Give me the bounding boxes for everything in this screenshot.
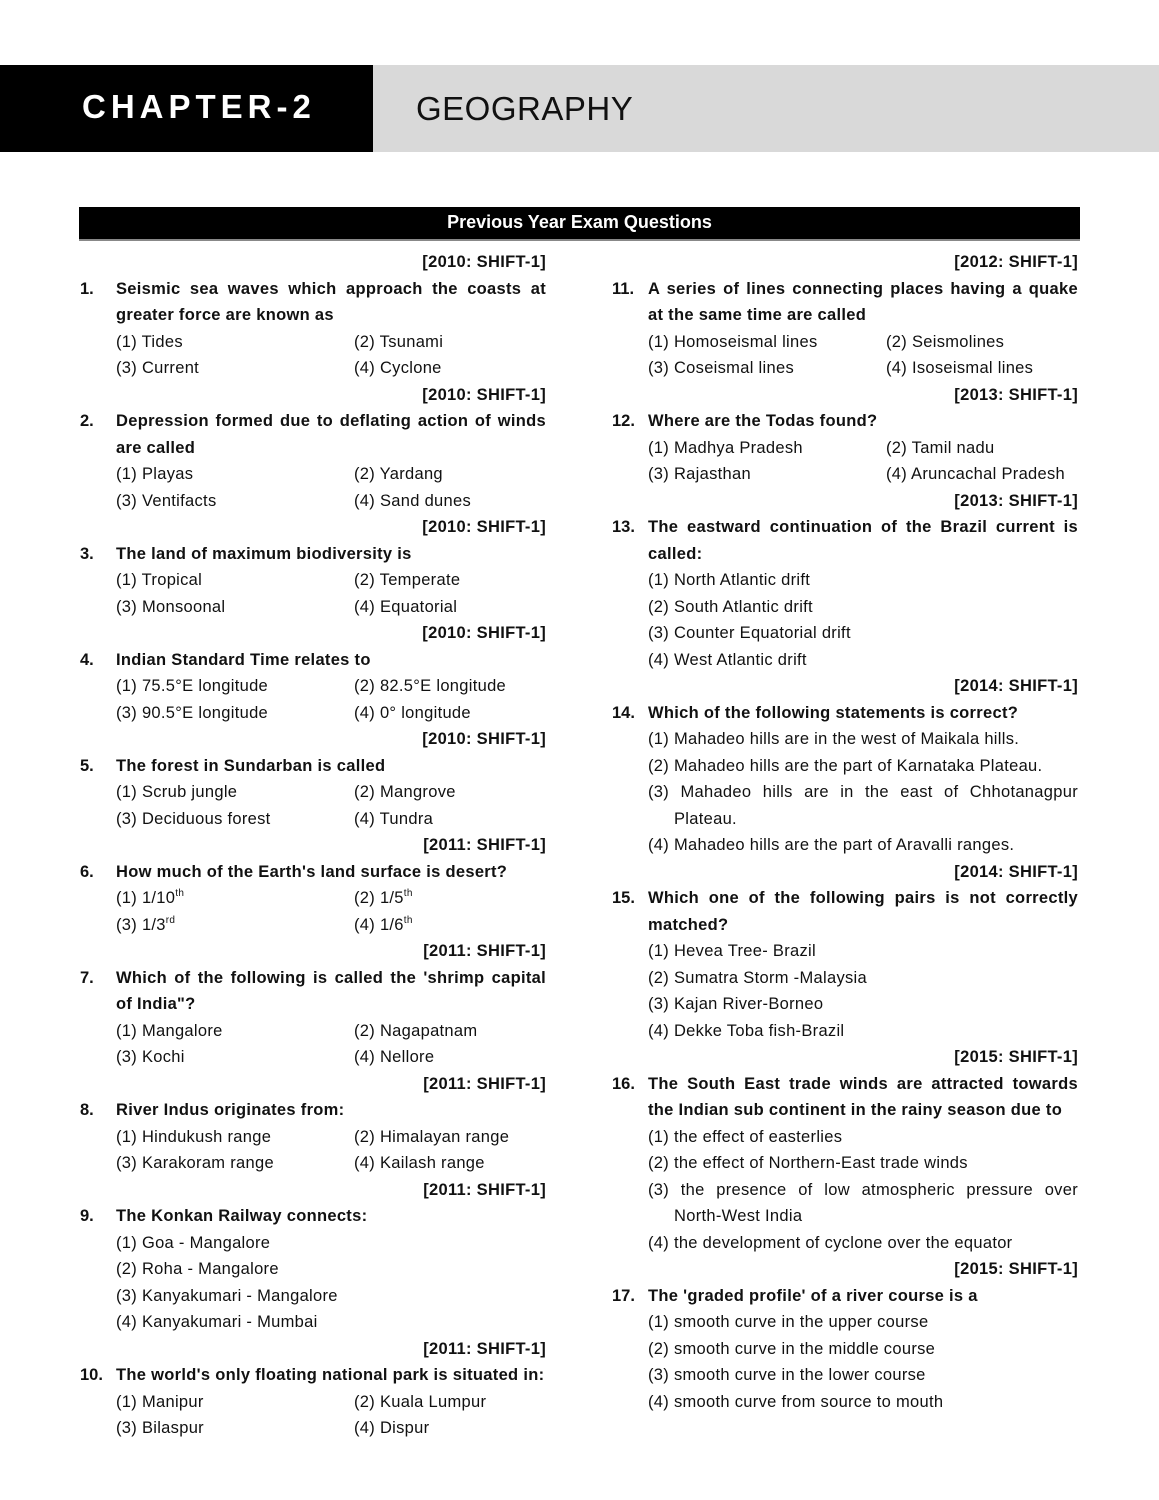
option	[648, 753, 1078, 780]
question-text: The eastward continuation of the Brazil current is called:	[648, 518, 1078, 563]
question-block	[80, 382, 546, 515]
option-text: (2) Tamil nadu	[886, 438, 995, 457]
option-text: (1) the effect of easterlies	[648, 1127, 843, 1146]
exam-tag: [2011: SHIFT-1]	[423, 942, 546, 960]
option-text: (3) Monsoonal	[116, 597, 226, 616]
question-text: Depression formed due to deflating action of winds are called	[116, 412, 546, 457]
option-text: (4) Nellore	[354, 1048, 435, 1066]
options	[612, 329, 1078, 382]
option	[648, 355, 886, 382]
option	[886, 355, 1078, 382]
question-text: The South East trade winds are attracted towards the Indian sub continent in the rainy season due to	[648, 1074, 1078, 1119]
question-block	[612, 1044, 1078, 1256]
option-text: (2) Kuala Lumpur	[354, 1392, 487, 1411]
option-text: (1) Manipur	[116, 1392, 204, 1411]
option	[354, 1044, 546, 1071]
options	[80, 1124, 546, 1177]
question-block	[80, 726, 546, 832]
option-text: (3) Rajasthan	[648, 465, 751, 483]
exam-tag: [2010: SHIFT-1]	[422, 518, 546, 536]
option	[116, 806, 354, 833]
option	[116, 1230, 546, 1257]
option-text: (4) Tundra	[354, 809, 434, 828]
option-text: (1) Scrub jungle	[116, 783, 238, 801]
option	[648, 779, 1078, 832]
question-number: 16.	[612, 1074, 635, 1093]
question-text: The forest in Sundarban is called	[116, 756, 386, 775]
option	[648, 1124, 1078, 1151]
option	[648, 1309, 1078, 1336]
option	[648, 435, 886, 462]
option-text: (4) Sand dunes	[354, 491, 472, 510]
question-number: 2.	[80, 412, 94, 430]
question-text: How much of the Earth's land surface is desert?	[116, 862, 508, 881]
option-superscript: th	[403, 914, 413, 926]
option	[354, 1389, 546, 1416]
question-block	[80, 1177, 546, 1336]
option-text: (1) Homoseismal lines	[648, 332, 818, 351]
exam-tag: [2011: SHIFT-1]	[423, 1074, 546, 1093]
option-text: (1) Hindukush range	[116, 1127, 272, 1146]
option-text: (1) smooth curve in the upper course	[648, 1313, 929, 1331]
option-text: (4) the development of cyclone over the equator	[648, 1233, 1013, 1252]
option	[648, 832, 1078, 859]
exam-tag: [2010: SHIFT-1]	[422, 253, 546, 271]
question-block	[612, 249, 1078, 382]
option-text: (1) Tropical	[116, 571, 203, 589]
option	[648, 965, 1078, 992]
option-text: (1) Playas	[116, 465, 194, 483]
exam-tag: [2010: SHIFT-1]	[422, 385, 546, 404]
option	[648, 991, 1078, 1018]
option	[648, 1389, 1078, 1416]
option-text: (3) 90.5°E longitude	[116, 703, 269, 722]
question-text: Indian Standard Time relates to	[116, 650, 371, 669]
question	[80, 541, 546, 568]
question-number: 17.	[612, 1286, 635, 1305]
question	[612, 514, 1078, 567]
option-text: (3) Ventifacts	[116, 491, 217, 510]
option-text: (2) South Atlantic drift	[648, 597, 813, 616]
option	[116, 329, 354, 356]
options	[80, 567, 546, 620]
question	[612, 276, 1078, 329]
question-block	[612, 1256, 1078, 1415]
question-number: 3.	[80, 544, 94, 563]
question	[612, 700, 1078, 727]
option	[354, 567, 546, 594]
question	[80, 859, 546, 886]
option	[116, 1124, 354, 1151]
right-column	[612, 249, 1078, 1415]
option	[354, 488, 546, 515]
exam-tag: [2011: SHIFT-1]	[423, 1339, 546, 1358]
option	[648, 461, 886, 488]
question-block	[80, 1336, 546, 1442]
option-text: (2) 1/5	[354, 889, 404, 907]
exam-tag: [2011: SHIFT-1]	[423, 1180, 546, 1199]
option	[116, 1309, 546, 1336]
option	[116, 885, 354, 912]
option-text: (4) Kailash range	[354, 1154, 485, 1172]
option-text: (4) West Atlantic drift	[648, 650, 807, 669]
option	[648, 1150, 1078, 1177]
options	[80, 461, 546, 514]
options	[80, 779, 546, 832]
option-text: (4) Mahadeo hills are the part of Aravalli ranges.	[648, 836, 1015, 854]
option-text: (1) Tides	[116, 332, 183, 351]
exam-tag: [2015: SHIFT-1]	[954, 1048, 1078, 1066]
question-number: 8.	[80, 1101, 94, 1119]
question-text: The land of maximum biodiversity is	[116, 544, 412, 563]
option	[354, 673, 546, 700]
option-text: (1) Madhya Pradesh	[648, 438, 803, 457]
options	[80, 329, 546, 382]
question-text: River Indus originates from:	[116, 1101, 345, 1119]
options	[80, 1230, 546, 1336]
question-number: 9.	[80, 1207, 94, 1225]
option	[648, 726, 1078, 753]
option	[354, 1018, 546, 1045]
option-text: (2) smooth curve in the middle course	[648, 1339, 936, 1358]
option	[648, 1018, 1078, 1045]
option	[116, 594, 354, 621]
question-text: Which one of the following pairs is not correctly matched?	[648, 889, 1078, 934]
question-number: 13.	[612, 518, 635, 536]
option-text: (4) Kanyakumari - Mumbai	[116, 1313, 318, 1331]
option-text: (4) Dekke Toba fish-Brazil	[648, 1021, 845, 1040]
option	[648, 567, 1078, 594]
exam-tag: [2015: SHIFT-1]	[954, 1260, 1078, 1278]
option-text: (3) Karakoram range	[116, 1154, 274, 1172]
exam-tag: [2010: SHIFT-1]	[422, 730, 546, 748]
question	[80, 647, 546, 674]
option	[648, 594, 1078, 621]
option	[354, 779, 546, 806]
options	[612, 938, 1078, 1044]
question-text: A series of lines connecting places having a quake at the same time are called	[648, 279, 1078, 324]
option-text: (3) Deciduous forest	[116, 809, 271, 828]
options	[612, 435, 1078, 488]
option	[886, 461, 1078, 488]
question-block	[612, 859, 1078, 1045]
question-number: 7.	[80, 968, 94, 987]
option	[648, 1177, 1078, 1230]
question	[80, 1362, 546, 1389]
option	[648, 647, 1078, 674]
option-text: (1) 75.5°E longitude	[116, 677, 269, 695]
options	[80, 1018, 546, 1071]
exam-tag: [2012: SHIFT-1]	[954, 253, 1078, 271]
option	[648, 938, 1078, 965]
option-text: (2) the effect of Northern-East trade winds	[648, 1154, 968, 1172]
question-number: 12.	[612, 412, 635, 430]
exam-tag: [2014: SHIFT-1]	[954, 862, 1078, 881]
option-text: (2) Himalayan range	[354, 1127, 510, 1146]
option-text: (4) 1/6	[354, 915, 404, 934]
option-superscript: th	[175, 888, 185, 899]
option	[116, 461, 354, 488]
exam-tag: [2010: SHIFT-1]	[422, 624, 546, 642]
option-text: (2) Mahadeo hills are the part of Karnataka Plateau.	[648, 756, 1043, 775]
question	[80, 753, 546, 780]
question-text: Which of the following statements is correct?	[648, 703, 1019, 722]
question	[612, 1071, 1078, 1124]
option	[116, 567, 354, 594]
option-text: (4) Dispur	[354, 1419, 430, 1437]
question	[80, 408, 546, 461]
option-superscript: th	[403, 888, 413, 899]
section-title: Previous Year Exam Questions	[79, 207, 1080, 241]
option-text: (2) Nagapatnam	[354, 1021, 478, 1040]
options	[80, 673, 546, 726]
exam-tag: [2011: SHIFT-1]	[423, 836, 546, 854]
option	[116, 1018, 354, 1045]
question-block	[80, 938, 546, 1071]
option-text: (3) Current	[116, 359, 200, 377]
option-text: (3) smooth curve in the lower course	[648, 1366, 926, 1384]
question	[612, 885, 1078, 938]
option-text: (3) Kanyakumari - Mangalore	[116, 1286, 338, 1305]
option-text: (3) Bilaspur	[116, 1419, 204, 1437]
question-text: The 'graded profile' of a river course is a	[648, 1286, 978, 1305]
question-text: The world's only floating national park is situated in:	[116, 1366, 545, 1384]
option	[116, 1283, 546, 1310]
exam-tag: [2014: SHIFT-1]	[954, 677, 1078, 695]
option	[116, 779, 354, 806]
question-number: 6.	[80, 862, 94, 881]
option-text: (3) 1/3	[116, 915, 166, 934]
option-text: (4) Cyclone	[354, 359, 442, 377]
option	[648, 1230, 1078, 1257]
option	[116, 1415, 354, 1442]
option-superscript: rd	[165, 914, 176, 926]
option-text: (3) Coseismal lines	[648, 359, 794, 377]
option	[116, 1389, 354, 1416]
options	[80, 1389, 546, 1442]
option-text: (4) Equatorial	[354, 597, 458, 616]
option	[648, 329, 886, 356]
chapter-title: CHAPTER-2	[82, 88, 316, 125]
question	[80, 1097, 546, 1124]
option-text: (3) Mahadeo hills are in the east of Chhotanagpur Plateau.	[648, 783, 1078, 828]
question	[80, 965, 546, 1018]
option	[886, 329, 1078, 356]
options	[612, 726, 1078, 859]
option-text: (3) Kajan River-Borneo	[648, 995, 824, 1013]
exam-tag: [2013: SHIFT-1]	[954, 385, 1078, 404]
option	[116, 1256, 546, 1283]
option	[648, 1336, 1078, 1363]
question	[612, 408, 1078, 435]
option	[354, 885, 546, 912]
option	[116, 912, 354, 939]
option	[116, 1150, 354, 1177]
option-text: (4) Aruncachal Pradesh	[886, 465, 1066, 483]
question	[80, 1203, 546, 1230]
question-number: 14.	[612, 703, 635, 722]
option	[354, 329, 546, 356]
option-text: (2) Mangrove	[354, 783, 456, 801]
option-text: (4) Isoseismal lines	[886, 359, 1034, 377]
question-block	[612, 673, 1078, 859]
option	[354, 1415, 546, 1442]
option	[116, 355, 354, 382]
question-number: 15.	[612, 889, 635, 907]
question-number: 11.	[612, 279, 635, 298]
option	[354, 355, 546, 382]
question-block	[80, 1071, 546, 1177]
option-text: (1) 1/10	[116, 889, 176, 907]
question-number: 10.	[80, 1366, 103, 1384]
option	[886, 435, 1078, 462]
options	[612, 1309, 1078, 1415]
option	[648, 620, 1078, 647]
option-text: (2) Tsunami	[354, 332, 444, 351]
option	[116, 700, 354, 727]
left-column	[80, 249, 546, 1442]
subject-title: GEOGRAPHY	[416, 90, 634, 127]
question-block	[612, 382, 1078, 488]
option	[354, 1150, 546, 1177]
question-number: 4.	[80, 650, 94, 669]
options	[612, 1124, 1078, 1257]
option-text: (2) Sumatra Storm -Malaysia	[648, 968, 867, 987]
option	[354, 700, 546, 727]
option-text: (2) 82.5°E longitude	[354, 677, 507, 695]
exam-tag: [2013: SHIFT-1]	[954, 491, 1078, 510]
question-text: The Konkan Railway connects:	[116, 1207, 368, 1225]
question-text: Where are the Todas found?	[648, 412, 878, 430]
question	[80, 276, 546, 329]
option	[648, 1362, 1078, 1389]
option	[354, 806, 546, 833]
option-text: (3) Counter Equatorial drift	[648, 624, 851, 642]
option-text: (1) Hevea Tree- Brazil	[648, 942, 816, 960]
option	[116, 1044, 354, 1071]
question-block	[80, 832, 546, 938]
question-number: 5.	[80, 756, 94, 775]
question-block	[80, 514, 546, 620]
question-block	[612, 488, 1078, 674]
option-text: (4) 0° longitude	[354, 703, 471, 722]
question-text: Seismic sea waves which approach the coasts at greater force are known as	[116, 279, 546, 324]
option-text: (1) North Atlantic drift	[648, 571, 811, 589]
question	[612, 1283, 1078, 1310]
options	[80, 885, 546, 938]
option-text: (2) Roha - Mangalore	[116, 1260, 279, 1278]
question-number: 1.	[80, 279, 94, 298]
question-block	[80, 620, 546, 726]
option	[354, 912, 546, 939]
question-block	[80, 249, 546, 382]
option-text: (1) Goa - Mangalore	[116, 1233, 271, 1252]
option	[354, 594, 546, 621]
option	[116, 488, 354, 515]
option	[354, 1124, 546, 1151]
option-text: (3) Kochi	[116, 1048, 185, 1066]
option-text: (1) Mangalore	[116, 1021, 223, 1040]
option-text: (1) Mahadeo hills are in the west of Maikala hills.	[648, 730, 1020, 748]
option-text: (3) the presence of low atmospheric pressure over North-West India	[648, 1180, 1078, 1225]
option-text: (4) smooth curve from source to mouth	[648, 1392, 944, 1411]
option-text: (2) Seismolines	[886, 332, 1005, 351]
option	[354, 461, 546, 488]
question-text: Which of the following is called the 'shrimp capital of India"?	[116, 968, 546, 1013]
options	[612, 567, 1078, 673]
option	[116, 673, 354, 700]
option-text: (2) Yardang	[354, 465, 443, 483]
option-text: (2) Temperate	[354, 571, 461, 589]
